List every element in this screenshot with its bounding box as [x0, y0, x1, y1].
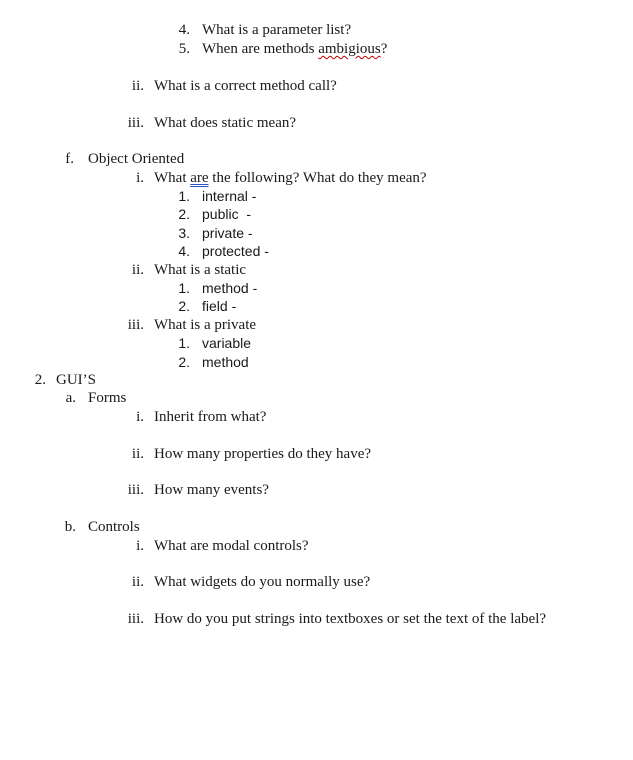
text-segment: ? [380, 41, 388, 57]
list-marker: iii. [127, 482, 144, 498]
list-text: What are modal controls? [154, 538, 309, 554]
list-text: How do you put strings into textboxes or set the text of the label? [154, 611, 547, 627]
list-text: What is a static [154, 262, 247, 278]
list-marker: 2. [178, 354, 190, 370]
list-text: How many events? [154, 482, 269, 498]
list-marker: ii. [131, 446, 144, 462]
list-marker: 4. [178, 243, 190, 259]
list-marker: 2. [178, 206, 190, 222]
list-marker: 1. [178, 280, 190, 296]
list-marker: iii. [127, 317, 144, 333]
list-marker: 1. [178, 335, 190, 351]
list-text: What does static mean? [154, 115, 297, 131]
list-text [154, 169, 427, 187]
list-marker: i. [136, 409, 144, 425]
text-segment: What [154, 170, 191, 186]
list-marker: ii. [131, 574, 144, 590]
list-text: private - [202, 225, 253, 241]
list-text: protected - [202, 243, 269, 259]
list-text: What is a private [154, 317, 257, 333]
section-heading: Object Oriented [88, 151, 185, 167]
text-segment: When are methods [202, 41, 319, 57]
list-text: What is a parameter list? [202, 22, 352, 38]
text-segment: the following? What do they mean? [208, 170, 427, 186]
list-marker: f. [65, 151, 74, 167]
list-text: method - [202, 280, 258, 296]
list-text: method [202, 354, 249, 370]
grammar-flag-word[interactable]: are [190, 170, 209, 186]
list-text: What is a correct method call? [154, 78, 337, 94]
list-marker: 3. [178, 225, 190, 241]
list-text: How many properties do they have? [154, 446, 372, 462]
spelling-error-word[interactable]: ambigious [318, 41, 381, 57]
list-text: public - [202, 206, 252, 222]
list-text: Inherit from what? [154, 409, 267, 425]
list-text: variable [202, 335, 252, 351]
list-text: field - [202, 298, 237, 314]
list-marker: iii. [127, 611, 144, 627]
list-marker: b. [64, 519, 76, 535]
list-marker: i. [136, 170, 144, 186]
list-marker: 2. [34, 372, 46, 388]
section-heading: Forms [88, 390, 127, 406]
list-text: internal - [202, 188, 257, 204]
list-marker: ii. [131, 78, 144, 94]
list-marker: iii. [127, 115, 144, 131]
list-text: What widgets do you normally use? [154, 574, 371, 590]
section-heading: GUI’S [56, 372, 96, 388]
list-marker: 5. [178, 41, 190, 57]
list-marker: 2. [178, 298, 190, 314]
list-marker: 4. [178, 22, 190, 38]
list-marker: i. [136, 538, 144, 554]
list-marker: 1. [178, 188, 190, 204]
list-text [202, 40, 387, 58]
section-heading: Controls [88, 519, 140, 535]
list-marker: a. [65, 390, 76, 406]
list-marker: ii. [131, 262, 144, 278]
